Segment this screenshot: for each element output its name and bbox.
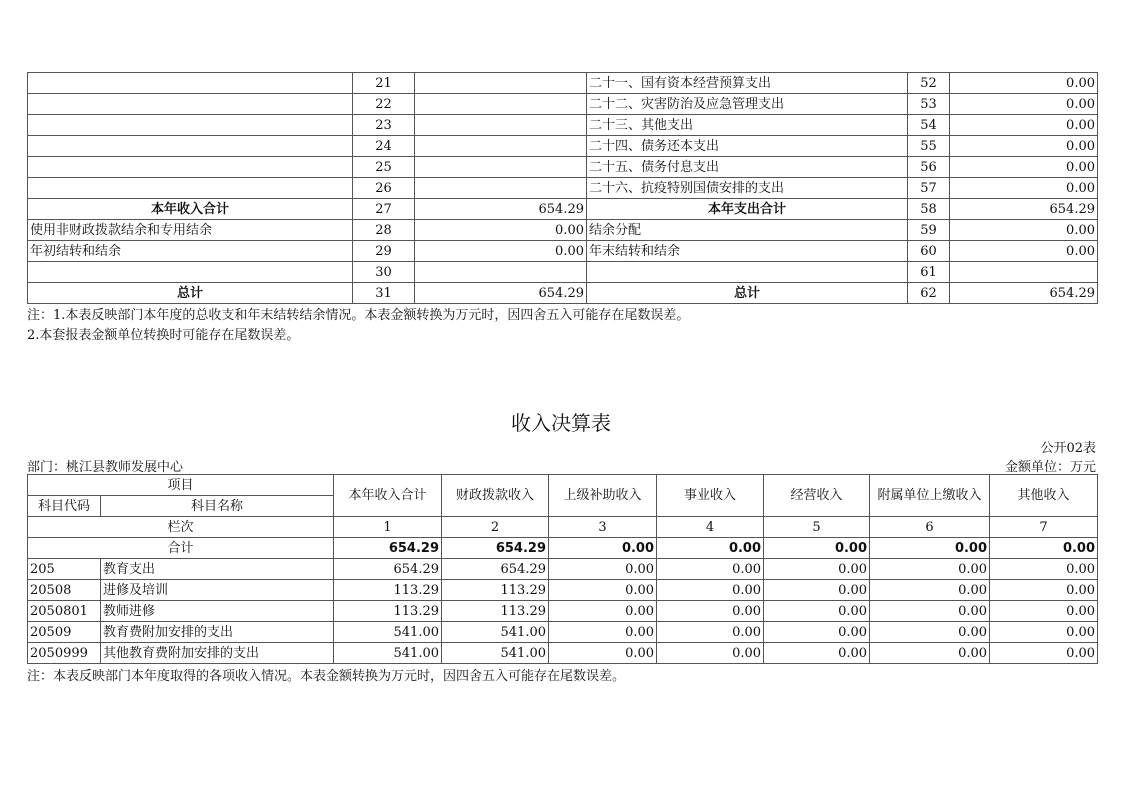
col-num-7: 7	[990, 517, 1098, 538]
amount-cell: 0.00	[870, 580, 990, 601]
income-amount	[415, 157, 587, 178]
expense-line-number: 54	[908, 115, 950, 136]
expense-amount: 0.00	[950, 94, 1098, 115]
amount-cell: 0.00	[764, 643, 870, 664]
income-amount	[415, 178, 587, 199]
summary-row	[28, 283, 1098, 304]
header-col-2: 财政拨款收入	[442, 475, 549, 517]
subject-name: 教师进修	[101, 601, 334, 622]
summary-row	[28, 73, 1098, 94]
amount-cell: 0.00	[549, 559, 657, 580]
col-num-3: 3	[549, 517, 657, 538]
income-amount	[415, 94, 587, 115]
expense-item-label	[587, 262, 908, 283]
income-amount	[415, 262, 587, 283]
expense-amount: 654.29	[950, 283, 1098, 304]
expense-item-label: 结余分配	[587, 220, 908, 241]
expense-line-number: 55	[908, 136, 950, 157]
header-col-1: 本年收入合计	[334, 475, 442, 517]
header-col-7: 其他收入	[990, 475, 1098, 517]
expense-amount: 0.00	[950, 241, 1098, 262]
expense-item-label: 二十六、抗疫特别国债安排的支出	[587, 178, 908, 199]
subject-code: 20508	[28, 580, 101, 601]
expense-amount: 0.00	[950, 136, 1098, 157]
income-table-title: 收入决算表	[511, 411, 611, 435]
income-line-number: 29	[353, 241, 415, 262]
expense-line-number: 52	[908, 73, 950, 94]
header-col-4: 事业收入	[657, 475, 764, 517]
amount-cell: 113.29	[442, 580, 549, 601]
total-value: 654.29	[442, 538, 549, 559]
expense-amount: 0.00	[950, 157, 1098, 178]
table-row	[28, 601, 1098, 622]
summary-row	[28, 94, 1098, 115]
total-value: 0.00	[870, 538, 990, 559]
amount-cell: 0.00	[657, 580, 764, 601]
amount-cell: 0.00	[549, 601, 657, 622]
table1-note-1: 注：1.本表反映部门本年度的总收支和年末结转结余情况。本表金额转换为万元时，因四舍五入可能存在尾数误差。	[27, 308, 690, 323]
subject-code: 2050801	[28, 601, 101, 622]
table-row	[28, 622, 1098, 643]
table-row	[28, 643, 1098, 664]
income-item-label: 总计	[28, 283, 353, 304]
income-amount	[415, 115, 587, 136]
subject-name: 教育费附加安排的支出	[101, 622, 334, 643]
income-line-number: 31	[353, 283, 415, 304]
header-item: 项目	[28, 475, 334, 496]
header-col-3: 上级补助收入	[549, 475, 657, 517]
income-amount	[415, 73, 587, 94]
subject-name: 其他教育费附加安排的支出	[101, 643, 334, 664]
amount-cell: 0.00	[764, 559, 870, 580]
income-item-label	[28, 178, 353, 199]
amount-cell: 0.00	[549, 643, 657, 664]
summary-row	[28, 157, 1098, 178]
income-final-accounts-table	[27, 474, 1098, 664]
expense-line-number: 59	[908, 220, 950, 241]
expense-line-number: 56	[908, 157, 950, 178]
amount-cell: 113.29	[334, 580, 442, 601]
amount-cell: 541.00	[442, 622, 549, 643]
income-item-label	[28, 73, 353, 94]
amount-cell: 0.00	[990, 601, 1098, 622]
expense-amount: 0.00	[950, 115, 1098, 136]
income-line-number: 23	[353, 115, 415, 136]
amount-cell: 113.29	[334, 601, 442, 622]
amount-cell: 0.00	[990, 643, 1098, 664]
expense-line-number: 61	[908, 262, 950, 283]
total-value: 0.00	[990, 538, 1098, 559]
subject-code: 2050999	[28, 643, 101, 664]
amount-cell: 0.00	[657, 601, 764, 622]
income-amount: 654.29	[415, 199, 587, 220]
amount-cell: 0.00	[870, 601, 990, 622]
income-amount: 0.00	[415, 241, 587, 262]
col-num-4: 4	[657, 517, 764, 538]
department-label: 部门：桃江县教师发展中心	[27, 460, 184, 475]
summary-row	[28, 136, 1098, 157]
expense-item-label: 二十三、其他支出	[587, 115, 908, 136]
expense-amount: 654.29	[950, 199, 1098, 220]
income-item-label: 使用非财政拨款结余和专用结余	[28, 220, 353, 241]
col-num-5: 5	[764, 517, 870, 538]
income-expenditure-summary-table	[27, 72, 1098, 304]
income-line-number: 28	[353, 220, 415, 241]
amount-cell: 0.00	[657, 559, 764, 580]
total-value: 0.00	[657, 538, 764, 559]
income-item-label	[28, 157, 353, 178]
expense-line-number: 57	[908, 178, 950, 199]
expense-amount: 0.00	[950, 220, 1098, 241]
amount-unit-label: 金额单位：万元	[1004, 460, 1096, 475]
amount-cell: 0.00	[870, 643, 990, 664]
expense-item-label: 二十四、债务还本支出	[587, 136, 908, 157]
header-col-6: 附属单位上缴收入	[870, 475, 990, 517]
income-line-number: 26	[353, 178, 415, 199]
income-item-label	[28, 262, 353, 283]
form-code: 公开02表	[1040, 441, 1096, 456]
income-line-number: 24	[353, 136, 415, 157]
amount-cell: 0.00	[764, 580, 870, 601]
subject-code: 205	[28, 559, 101, 580]
income-item-label	[28, 136, 353, 157]
income-amount: 0.00	[415, 220, 587, 241]
amount-cell: 0.00	[870, 622, 990, 643]
income-line-number: 25	[353, 157, 415, 178]
expense-item-label: 二十五、债务付息支出	[587, 157, 908, 178]
expense-item-label: 二十一、国有资本经营预算支出	[587, 73, 908, 94]
amount-cell: 0.00	[764, 622, 870, 643]
amount-cell: 541.00	[334, 643, 442, 664]
header-name: 科目名称	[101, 496, 334, 517]
income-table-body	[28, 538, 1098, 664]
summary-row	[28, 262, 1098, 283]
total-row	[28, 538, 1098, 559]
amount-cell: 0.00	[764, 601, 870, 622]
expense-item-label: 年末结转和结余	[587, 241, 908, 262]
table2-note: 注：本表反映部门本年度取得的各项收入情况。本表金额转换为万元时，因四舍五入可能存在尾数误差。	[27, 669, 626, 684]
total-value: 0.00	[549, 538, 657, 559]
col-num-6: 6	[870, 517, 990, 538]
income-line-number: 22	[353, 94, 415, 115]
amount-cell: 541.00	[442, 643, 549, 664]
total-label: 合计	[28, 538, 334, 559]
expense-line-number: 53	[908, 94, 950, 115]
summary-row	[28, 178, 1098, 199]
amount-cell: 654.29	[334, 559, 442, 580]
col-num-2: 2	[442, 517, 549, 538]
summary-table-body	[28, 73, 1098, 304]
table-row	[28, 580, 1098, 601]
amount-cell: 0.00	[870, 559, 990, 580]
table-row	[28, 559, 1098, 580]
amount-cell: 0.00	[657, 622, 764, 643]
income-amount	[415, 136, 587, 157]
expense-item-label: 本年支出合计	[587, 199, 908, 220]
expense-line-number: 60	[908, 241, 950, 262]
income-amount: 654.29	[415, 283, 587, 304]
amount-cell: 0.00	[990, 622, 1098, 643]
header-code: 科目代码	[28, 496, 101, 517]
income-item-label: 年初结转和结余	[28, 241, 353, 262]
table1-note-2: 2.本套报表金额单位转换时可能存在尾数误差。	[27, 328, 300, 343]
header-col-5: 经营收入	[764, 475, 870, 517]
amount-cell: 0.00	[549, 622, 657, 643]
subject-name: 进修及培训	[101, 580, 334, 601]
summary-row	[28, 220, 1098, 241]
total-value: 654.29	[334, 538, 442, 559]
expense-amount: 0.00	[950, 178, 1098, 199]
expense-amount: 0.00	[950, 73, 1098, 94]
income-item-label	[28, 115, 353, 136]
subject-name: 教育支出	[101, 559, 334, 580]
income-line-number: 30	[353, 262, 415, 283]
expense-item-label: 总计	[587, 283, 908, 304]
header-lanci: 栏次	[28, 517, 334, 538]
total-value: 0.00	[764, 538, 870, 559]
summary-row	[28, 241, 1098, 262]
income-line-number: 27	[353, 199, 415, 220]
amount-cell: 654.29	[442, 559, 549, 580]
amount-cell: 0.00	[549, 580, 657, 601]
expense-amount	[950, 262, 1098, 283]
amount-cell: 0.00	[657, 643, 764, 664]
amount-cell: 541.00	[334, 622, 442, 643]
summary-row	[28, 199, 1098, 220]
expense-line-number: 62	[908, 283, 950, 304]
amount-cell: 0.00	[990, 580, 1098, 601]
col-num-1: 1	[334, 517, 442, 538]
income-line-number: 21	[353, 73, 415, 94]
summary-row	[28, 115, 1098, 136]
income-item-label	[28, 94, 353, 115]
expense-line-number: 58	[908, 199, 950, 220]
amount-cell: 113.29	[442, 601, 549, 622]
amount-cell: 0.00	[990, 559, 1098, 580]
income-item-label: 本年收入合计	[28, 199, 353, 220]
subject-code: 20509	[28, 622, 101, 643]
expense-item-label: 二十二、灾害防治及应急管理支出	[587, 94, 908, 115]
